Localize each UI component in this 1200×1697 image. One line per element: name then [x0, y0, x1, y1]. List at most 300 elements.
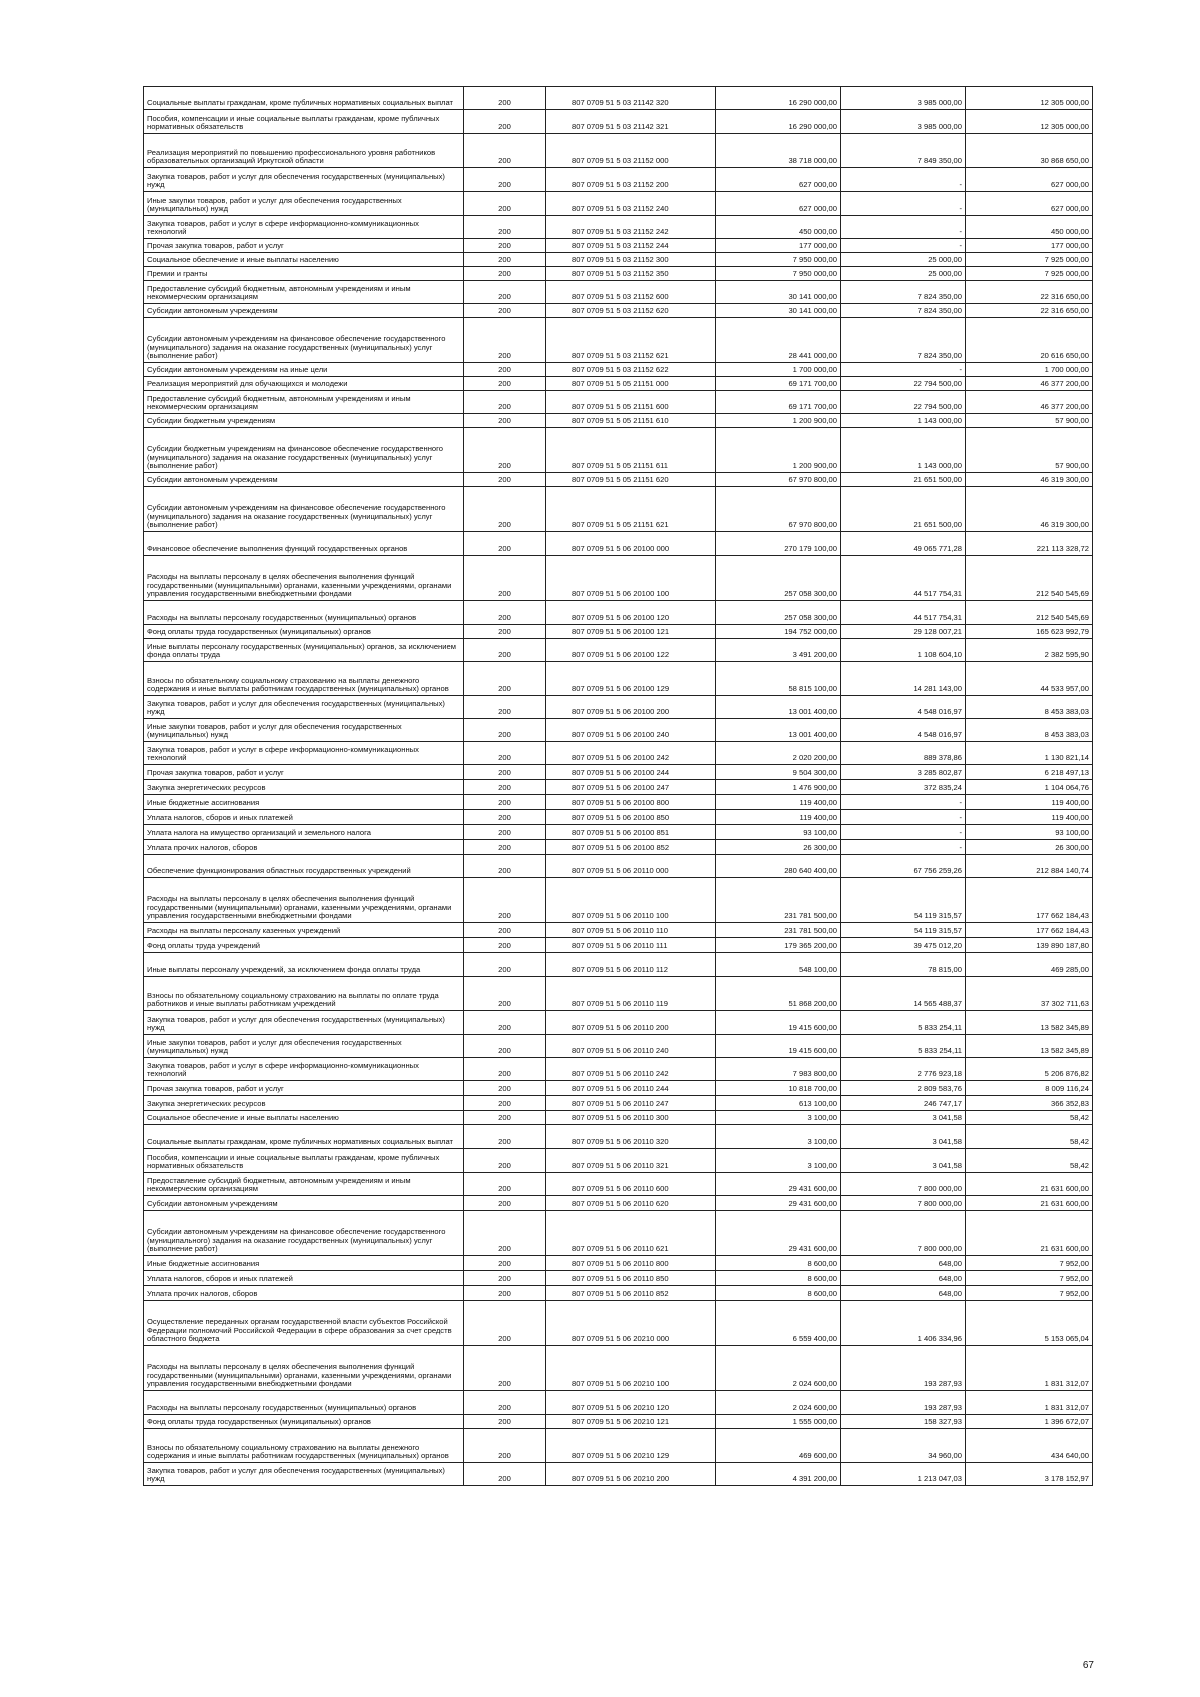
- row-approved: 627 000,00: [716, 168, 841, 192]
- row-code: 200: [464, 938, 546, 953]
- row-approved: 3 100,00: [716, 1125, 841, 1149]
- table-row: [144, 696, 1093, 719]
- table-row: [144, 1346, 1093, 1391]
- row-executed: 3 041,58: [841, 1149, 966, 1173]
- table-row: [144, 556, 1093, 601]
- table-row: [144, 780, 1093, 795]
- row-code: 200: [464, 304, 546, 318]
- row-approved: 257 058 300,00: [716, 601, 841, 625]
- row-budget-code: 807 0709 51 5 06 20110 320: [546, 1125, 716, 1149]
- row-name: Иные бюджетные ассигнования: [144, 795, 464, 810]
- row-approved: 2 024 600,00: [716, 1391, 841, 1415]
- row-code: 200: [464, 1391, 546, 1415]
- row-budget-code: 807 0709 51 5 06 20100 129: [546, 662, 716, 696]
- row-code: 200: [464, 953, 546, 977]
- row-unexecuted: 57 900,00: [966, 414, 1093, 428]
- table-row: [144, 639, 1093, 662]
- row-budget-code: 807 0709 51 5 06 20100 247: [546, 780, 716, 795]
- row-approved: 67 970 800,00: [716, 473, 841, 487]
- row-unexecuted: 8 009 116,24: [966, 1081, 1093, 1096]
- row-budget-code: 807 0709 51 5 03 21152 621: [546, 318, 716, 363]
- row-code: 200: [464, 1301, 546, 1346]
- row-unexecuted: 21 631 600,00: [966, 1211, 1093, 1256]
- row-name: Прочая закупка товаров, работ и услуг: [144, 765, 464, 780]
- table-row: [144, 1463, 1093, 1486]
- row-executed: 648,00: [841, 1286, 966, 1301]
- table-row: [144, 110, 1093, 134]
- row-approved: 19 415 600,00: [716, 1011, 841, 1035]
- row-code: 200: [464, 267, 546, 281]
- row-code: 200: [464, 318, 546, 363]
- row-approved: 69 171 700,00: [716, 391, 841, 414]
- row-budget-code: 807 0709 51 5 06 20100 800: [546, 795, 716, 810]
- row-budget-code: 807 0709 51 5 06 20110 247: [546, 1096, 716, 1111]
- row-approved: 10 818 700,00: [716, 1081, 841, 1096]
- table-row: [144, 391, 1093, 414]
- row-budget-code: 807 0709 51 5 03 21152 622: [546, 363, 716, 377]
- row-approved: 9 504 300,00: [716, 765, 841, 780]
- row-name: Взносы по обязательному социальному страхованию на выплаты денежного содержания и иные выплаты работникам государственных (муниципальных) органов: [144, 1429, 464, 1463]
- row-name: Субсидии автономным учреждениям: [144, 473, 464, 487]
- row-unexecuted: 7 952,00: [966, 1286, 1093, 1301]
- row-code: 200: [464, 414, 546, 428]
- row-name: Закупка товаров, работ и услуг в сфере информационно-коммуникационных технологий: [144, 742, 464, 765]
- row-executed: 21 651 500,00: [841, 473, 966, 487]
- row-budget-code: 807 0709 51 5 06 20110 300: [546, 1111, 716, 1125]
- table-row: [144, 532, 1093, 556]
- row-executed: 67 756 259,26: [841, 855, 966, 878]
- row-approved: 8 600,00: [716, 1256, 841, 1271]
- row-name: Закупка товаров, работ и услуг для обеспечения государственных (муниципальных) нужд: [144, 1011, 464, 1035]
- row-name: Субсидии автономным учреждениям на иные цели: [144, 363, 464, 377]
- row-code: 200: [464, 556, 546, 601]
- row-name: Реализация мероприятий по повышению профессионального уровня работников образовательных организаций Иркутской области: [144, 134, 464, 168]
- row-unexecuted: 1 831 312,07: [966, 1391, 1093, 1415]
- row-name: Прочая закупка товаров, работ и услуг: [144, 239, 464, 253]
- row-unexecuted: 58,42: [966, 1149, 1093, 1173]
- row-unexecuted: 12 305 000,00: [966, 87, 1093, 110]
- row-name: Расходы на выплаты персоналу в целях обеспечения выполнения функций государственными (муниципальными) органами, казенными учреждениями, органами управления государственными внебюджетными фондами: [144, 556, 464, 601]
- row-executed: 14 281 143,00: [841, 662, 966, 696]
- row-budget-code: 807 0709 51 5 06 20100 121: [546, 625, 716, 639]
- row-unexecuted: 46 319 300,00: [966, 487, 1093, 532]
- row-approved: 8 600,00: [716, 1286, 841, 1301]
- row-executed: 7 824 350,00: [841, 304, 966, 318]
- row-budget-code: 807 0709 51 5 06 20100 851: [546, 825, 716, 840]
- row-name: Обеспечение функционирования областных государственных учреждений: [144, 855, 464, 878]
- row-unexecuted: 212 540 545,69: [966, 556, 1093, 601]
- row-unexecuted: 7 925 000,00: [966, 253, 1093, 267]
- row-budget-code: 807 0709 51 5 06 20100 100: [546, 556, 716, 601]
- table-row: [144, 625, 1093, 639]
- row-unexecuted: 2 382 595,90: [966, 639, 1093, 662]
- row-executed: 3 041,58: [841, 1125, 966, 1149]
- row-unexecuted: 3 178 152,97: [966, 1463, 1093, 1486]
- row-code: 200: [464, 662, 546, 696]
- row-code: 200: [464, 1463, 546, 1486]
- row-name: Расходы на выплаты персоналу в целях обеспечения выполнения функций государственными (муниципальными) органами, казенными учреждениями, органами управления государственными внебюджетными фондами: [144, 1346, 464, 1391]
- table-row: [144, 168, 1093, 192]
- row-executed: 7 800 000,00: [841, 1196, 966, 1211]
- row-executed: 193 287,93: [841, 1346, 966, 1391]
- page-number: 67: [1082, 1660, 1094, 1671]
- row-unexecuted: 1 130 821,14: [966, 742, 1093, 765]
- row-budget-code: 807 0709 51 5 06 20110 321: [546, 1149, 716, 1173]
- row-code: 200: [464, 601, 546, 625]
- row-name: Социальное обеспечение и иные выплаты населению: [144, 1111, 464, 1125]
- row-budget-code: 807 0709 51 5 06 20210 121: [546, 1415, 716, 1429]
- row-unexecuted: 1 700 000,00: [966, 363, 1093, 377]
- row-budget-code: 807 0709 51 5 06 20110 240: [546, 1035, 716, 1058]
- row-approved: 7 983 800,00: [716, 1058, 841, 1081]
- table-row: [144, 1271, 1093, 1286]
- row-executed: 2 776 923,18: [841, 1058, 966, 1081]
- row-name: Субсидии автономным учреждениям на финансовое обеспечение государственного (муниципального) задания на оказание государственных (муниципальных) услуг (выполнение работ): [144, 487, 464, 532]
- row-name: Фонд оплаты труда государственных (муниципальных) органов: [144, 625, 464, 639]
- row-executed: -: [841, 825, 966, 840]
- row-name: Закупка товаров, работ и услуг для обеспечения государственных (муниципальных) нужд: [144, 168, 464, 192]
- row-approved: 7 950 000,00: [716, 253, 841, 267]
- row-unexecuted: 469 285,00: [966, 953, 1093, 977]
- row-code: 200: [464, 1256, 546, 1271]
- row-executed: 2 809 583,76: [841, 1081, 966, 1096]
- row-name: Субсидии бюджетным учреждениям: [144, 414, 464, 428]
- row-name: Фонд оплаты труда учреждений: [144, 938, 464, 953]
- row-code: 200: [464, 87, 546, 110]
- row-unexecuted: 37 302 711,63: [966, 977, 1093, 1011]
- row-name: Иные выплаты персоналу государственных (муниципальных) органов, за исключением фонда оплаты труда: [144, 639, 464, 662]
- row-name: Финансовое обеспечение выполнения функций государственных органов: [144, 532, 464, 556]
- row-unexecuted: 1 104 064,76: [966, 780, 1093, 795]
- row-executed: -: [841, 363, 966, 377]
- row-code: 200: [464, 216, 546, 239]
- row-name: Иные закупки товаров, работ и услуг для обеспечения государственных (муниципальных) нужд: [144, 719, 464, 742]
- row-name: Расходы на выплаты персоналу казенных учреждений: [144, 923, 464, 938]
- row-executed: 648,00: [841, 1256, 966, 1271]
- row-budget-code: 807 0709 51 5 03 21152 242: [546, 216, 716, 239]
- row-code: 200: [464, 810, 546, 825]
- row-unexecuted: 212 540 545,69: [966, 601, 1093, 625]
- row-name: Уплата прочих налогов, сборов: [144, 840, 464, 855]
- row-unexecuted: 13 582 345,89: [966, 1011, 1093, 1035]
- row-approved: 469 600,00: [716, 1429, 841, 1463]
- row-unexecuted: 177 662 184,43: [966, 878, 1093, 923]
- row-approved: 548 100,00: [716, 953, 841, 977]
- row-budget-code: 807 0709 51 5 06 20210 120: [546, 1391, 716, 1415]
- row-budget-code: 807 0709 51 5 03 21152 600: [546, 281, 716, 304]
- row-executed: 158 327,93: [841, 1415, 966, 1429]
- row-code: 200: [464, 1081, 546, 1096]
- table-row: [144, 253, 1093, 267]
- table-row: [144, 662, 1093, 696]
- row-approved: 613 100,00: [716, 1096, 841, 1111]
- row-approved: 51 868 200,00: [716, 977, 841, 1011]
- row-executed: 22 794 500,00: [841, 391, 966, 414]
- row-approved: 69 171 700,00: [716, 377, 841, 391]
- row-name: Прочая закупка товаров, работ и услуг: [144, 1081, 464, 1096]
- row-executed: 7 824 350,00: [841, 318, 966, 363]
- table-row: [144, 938, 1093, 953]
- row-unexecuted: 7 925 000,00: [966, 267, 1093, 281]
- row-budget-code: 807 0709 51 5 06 20110 850: [546, 1271, 716, 1286]
- row-budget-code: 807 0709 51 5 06 20100 244: [546, 765, 716, 780]
- row-budget-code: 807 0709 51 5 06 20110 600: [546, 1173, 716, 1196]
- row-approved: 16 290 000,00: [716, 87, 841, 110]
- row-budget-code: 807 0709 51 5 06 20110 119: [546, 977, 716, 1011]
- row-name: Закупка товаров, работ и услуг в сфере информационно-коммуникационных технологий: [144, 1058, 464, 1081]
- row-executed: 3 985 000,00: [841, 87, 966, 110]
- row-approved: 93 100,00: [716, 825, 841, 840]
- row-code: 200: [464, 391, 546, 414]
- row-executed: 78 815,00: [841, 953, 966, 977]
- row-unexecuted: 627 000,00: [966, 168, 1093, 192]
- table-row: [144, 1196, 1093, 1211]
- row-unexecuted: 6 218 497,13: [966, 765, 1093, 780]
- row-name: Расходы на выплаты персоналу государственных (муниципальных) органов: [144, 1391, 464, 1415]
- row-unexecuted: 57 900,00: [966, 428, 1093, 473]
- row-name: Иные закупки товаров, работ и услуг для обеспечения государственных (муниципальных) нужд: [144, 1035, 464, 1058]
- row-code: 200: [464, 795, 546, 810]
- row-name: Расходы на выплаты персоналу государственных (муниципальных) органов: [144, 601, 464, 625]
- row-executed: 372 835,24: [841, 780, 966, 795]
- row-approved: 1 700 000,00: [716, 363, 841, 377]
- row-unexecuted: 139 890 187,80: [966, 938, 1093, 953]
- row-approved: 1 555 000,00: [716, 1415, 841, 1429]
- row-code: 200: [464, 977, 546, 1011]
- row-budget-code: 807 0709 51 5 06 20110 800: [546, 1256, 716, 1271]
- table-row: [144, 1035, 1093, 1058]
- table-row: [144, 304, 1093, 318]
- row-approved: 1 200 900,00: [716, 414, 841, 428]
- row-executed: 1 143 000,00: [841, 428, 966, 473]
- row-approved: 2 020 200,00: [716, 742, 841, 765]
- table-row: [144, 1173, 1093, 1196]
- row-unexecuted: 7 952,00: [966, 1256, 1093, 1271]
- row-budget-code: 807 0709 51 5 05 21151 000: [546, 377, 716, 391]
- row-budget-code: 807 0709 51 5 06 20100 120: [546, 601, 716, 625]
- row-code: 200: [464, 765, 546, 780]
- row-unexecuted: 22 316 650,00: [966, 304, 1093, 318]
- row-approved: 7 950 000,00: [716, 267, 841, 281]
- row-approved: 270 179 100,00: [716, 532, 841, 556]
- table-row: [144, 1096, 1093, 1111]
- row-approved: 6 559 400,00: [716, 1301, 841, 1346]
- row-name: Уплата налогов, сборов и иных платежей: [144, 1271, 464, 1286]
- row-budget-code: 807 0709 51 5 05 21151 620: [546, 473, 716, 487]
- row-code: 200: [464, 110, 546, 134]
- row-budget-code: 807 0709 51 5 06 20110 112: [546, 953, 716, 977]
- row-executed: 246 747,17: [841, 1096, 966, 1111]
- row-executed: 1 108 604,10: [841, 639, 966, 662]
- row-approved: 67 970 800,00: [716, 487, 841, 532]
- table-body: [144, 87, 1093, 1486]
- row-budget-code: 807 0709 51 5 06 20110 620: [546, 1196, 716, 1211]
- row-executed: 54 119 315,57: [841, 923, 966, 938]
- row-budget-code: 807 0709 51 5 03 21152 200: [546, 168, 716, 192]
- row-executed: 5 833 254,11: [841, 1011, 966, 1035]
- table-row: [144, 855, 1093, 878]
- table-row: [144, 1211, 1093, 1256]
- table-row: [144, 428, 1093, 473]
- row-unexecuted: 26 300,00: [966, 840, 1093, 855]
- row-budget-code: 807 0709 51 5 06 20110 242: [546, 1058, 716, 1081]
- table-row: [144, 87, 1093, 110]
- row-executed: 3 985 000,00: [841, 110, 966, 134]
- row-name: Уплата прочих налогов, сборов: [144, 1286, 464, 1301]
- row-code: 200: [464, 253, 546, 267]
- table-row: [144, 840, 1093, 855]
- row-approved: 280 640 400,00: [716, 855, 841, 878]
- table-row: [144, 1429, 1093, 1463]
- row-code: 200: [464, 780, 546, 795]
- table-row: [144, 795, 1093, 810]
- row-approved: 1 476 900,00: [716, 780, 841, 795]
- row-approved: 19 415 600,00: [716, 1035, 841, 1058]
- row-code: 200: [464, 719, 546, 742]
- row-approved: 58 815 100,00: [716, 662, 841, 696]
- row-executed: -: [841, 168, 966, 192]
- row-name: Предоставление субсидий бюджетным, автономным учреждениям и иным некоммерческим организациям: [144, 281, 464, 304]
- row-name: Социальные выплаты гражданам, кроме публичных нормативных социальных выплат: [144, 1125, 464, 1149]
- row-code: 200: [464, 625, 546, 639]
- row-budget-code: 807 0709 51 5 06 20100 000: [546, 532, 716, 556]
- row-unexecuted: 8 453 383,03: [966, 719, 1093, 742]
- row-executed: 49 065 771,28: [841, 532, 966, 556]
- row-approved: 2 024 600,00: [716, 1346, 841, 1391]
- row-budget-code: 807 0709 51 5 03 21152 000: [546, 134, 716, 168]
- row-budget-code: 807 0709 51 5 06 20210 100: [546, 1346, 716, 1391]
- row-unexecuted: 8 453 383,03: [966, 696, 1093, 719]
- table-row: [144, 281, 1093, 304]
- row-budget-code: 807 0709 51 5 06 20110 621: [546, 1211, 716, 1256]
- row-unexecuted: 165 623 992,79: [966, 625, 1093, 639]
- row-executed: 5 833 254,11: [841, 1035, 966, 1058]
- row-code: 200: [464, 1111, 546, 1125]
- row-executed: 14 565 488,37: [841, 977, 966, 1011]
- row-approved: 177 000,00: [716, 239, 841, 253]
- table-row: [144, 810, 1093, 825]
- row-code: 200: [464, 487, 546, 532]
- row-unexecuted: 1 396 672,07: [966, 1415, 1093, 1429]
- row-name: Пособия, компенсации и иные социальные выплаты гражданам, кроме публичных нормативных обязательств: [144, 110, 464, 134]
- row-code: 200: [464, 1035, 546, 1058]
- row-executed: 1 406 334,96: [841, 1301, 966, 1346]
- row-executed: 21 651 500,00: [841, 487, 966, 532]
- row-budget-code: 807 0709 51 5 06 20100 850: [546, 810, 716, 825]
- table-row: [144, 1415, 1093, 1429]
- row-budget-code: 807 0709 51 5 06 20110 111: [546, 938, 716, 953]
- row-approved: 28 441 000,00: [716, 318, 841, 363]
- table-row: [144, 953, 1093, 977]
- row-executed: 25 000,00: [841, 253, 966, 267]
- table-row: [144, 1301, 1093, 1346]
- row-name: Субсидии автономным учреждениям на финансовое обеспечение государственного (муниципального) задания на оказание государственных (муниципальных) услуг (выполнение работ): [144, 1211, 464, 1256]
- row-approved: 8 600,00: [716, 1271, 841, 1286]
- row-budget-code: 807 0709 51 5 03 21152 300: [546, 253, 716, 267]
- table-row: [144, 719, 1093, 742]
- row-executed: 4 548 016,97: [841, 696, 966, 719]
- row-executed: -: [841, 795, 966, 810]
- row-executed: 34 960,00: [841, 1429, 966, 1463]
- row-unexecuted: 58,42: [966, 1111, 1093, 1125]
- row-unexecuted: 46 319 300,00: [966, 473, 1093, 487]
- table-row: [144, 742, 1093, 765]
- row-executed: 648,00: [841, 1271, 966, 1286]
- row-budget-code: 807 0709 51 5 03 21152 240: [546, 192, 716, 216]
- row-name: Пособия, компенсации и иные социальные выплаты гражданам, кроме публичных нормативных обязательств: [144, 1149, 464, 1173]
- row-name: Закупка энергетических ресурсов: [144, 780, 464, 795]
- row-unexecuted: 5 206 876,82: [966, 1058, 1093, 1081]
- row-executed: 889 378,86: [841, 742, 966, 765]
- row-code: 200: [464, 168, 546, 192]
- table-row: [144, 601, 1093, 625]
- row-budget-code: 807 0709 51 5 06 20110 000: [546, 855, 716, 878]
- row-approved: 627 000,00: [716, 192, 841, 216]
- row-name: Социальные выплаты гражданам, кроме публичных нормативных социальных выплат: [144, 87, 464, 110]
- row-name: Социальное обеспечение и иные выплаты населению: [144, 253, 464, 267]
- row-budget-code: 807 0709 51 5 06 20210 200: [546, 1463, 716, 1486]
- row-approved: 3 100,00: [716, 1149, 841, 1173]
- row-approved: 38 718 000,00: [716, 134, 841, 168]
- row-code: 200: [464, 239, 546, 253]
- row-code: 200: [464, 878, 546, 923]
- row-code: 200: [464, 696, 546, 719]
- row-approved: 1 200 900,00: [716, 428, 841, 473]
- table-row: [144, 363, 1093, 377]
- row-unexecuted: 20 616 650,00: [966, 318, 1093, 363]
- row-unexecuted: 93 100,00: [966, 825, 1093, 840]
- row-approved: 30 141 000,00: [716, 281, 841, 304]
- row-approved: 13 001 400,00: [716, 696, 841, 719]
- row-code: 200: [464, 639, 546, 662]
- table-row: [144, 216, 1093, 239]
- row-unexecuted: 366 352,83: [966, 1096, 1093, 1111]
- row-executed: -: [841, 216, 966, 239]
- row-name: Закупка товаров, работ и услуг для обеспечения государственных (муниципальных) нужд: [144, 1463, 464, 1486]
- row-code: 200: [464, 532, 546, 556]
- row-code: 200: [464, 1271, 546, 1286]
- row-unexecuted: 212 884 140,74: [966, 855, 1093, 878]
- row-name: Субсидии автономным учреждениям: [144, 304, 464, 318]
- row-budget-code: 807 0709 51 5 06 20100 122: [546, 639, 716, 662]
- row-executed: 3 041,58: [841, 1111, 966, 1125]
- row-executed: 193 287,93: [841, 1391, 966, 1415]
- row-code: 200: [464, 1196, 546, 1211]
- row-code: 200: [464, 855, 546, 878]
- row-code: 200: [464, 923, 546, 938]
- row-approved: 26 300,00: [716, 840, 841, 855]
- row-name: Иные выплаты персоналу учреждений, за исключением фонда оплаты труда: [144, 953, 464, 977]
- row-budget-code: 807 0709 51 5 06 20210 000: [546, 1301, 716, 1346]
- row-code: 200: [464, 363, 546, 377]
- row-unexecuted: 22 316 650,00: [966, 281, 1093, 304]
- table-row: [144, 1111, 1093, 1125]
- row-budget-code: 807 0709 51 5 05 21151 611: [546, 428, 716, 473]
- row-executed: 44 517 754,31: [841, 556, 966, 601]
- row-approved: 29 431 600,00: [716, 1196, 841, 1211]
- row-approved: 257 058 300,00: [716, 556, 841, 601]
- row-executed: 3 285 802,87: [841, 765, 966, 780]
- row-approved: 179 365 200,00: [716, 938, 841, 953]
- table-row: [144, 239, 1093, 253]
- row-unexecuted: 177 000,00: [966, 239, 1093, 253]
- row-unexecuted: 58,42: [966, 1125, 1093, 1149]
- row-executed: 1 213 047,03: [841, 1463, 966, 1486]
- row-budget-code: 807 0709 51 5 06 20100 852: [546, 840, 716, 855]
- row-budget-code: 807 0709 51 5 06 20100 242: [546, 742, 716, 765]
- row-name: Уплата налога на имущество организаций и земельного налога: [144, 825, 464, 840]
- row-executed: -: [841, 192, 966, 216]
